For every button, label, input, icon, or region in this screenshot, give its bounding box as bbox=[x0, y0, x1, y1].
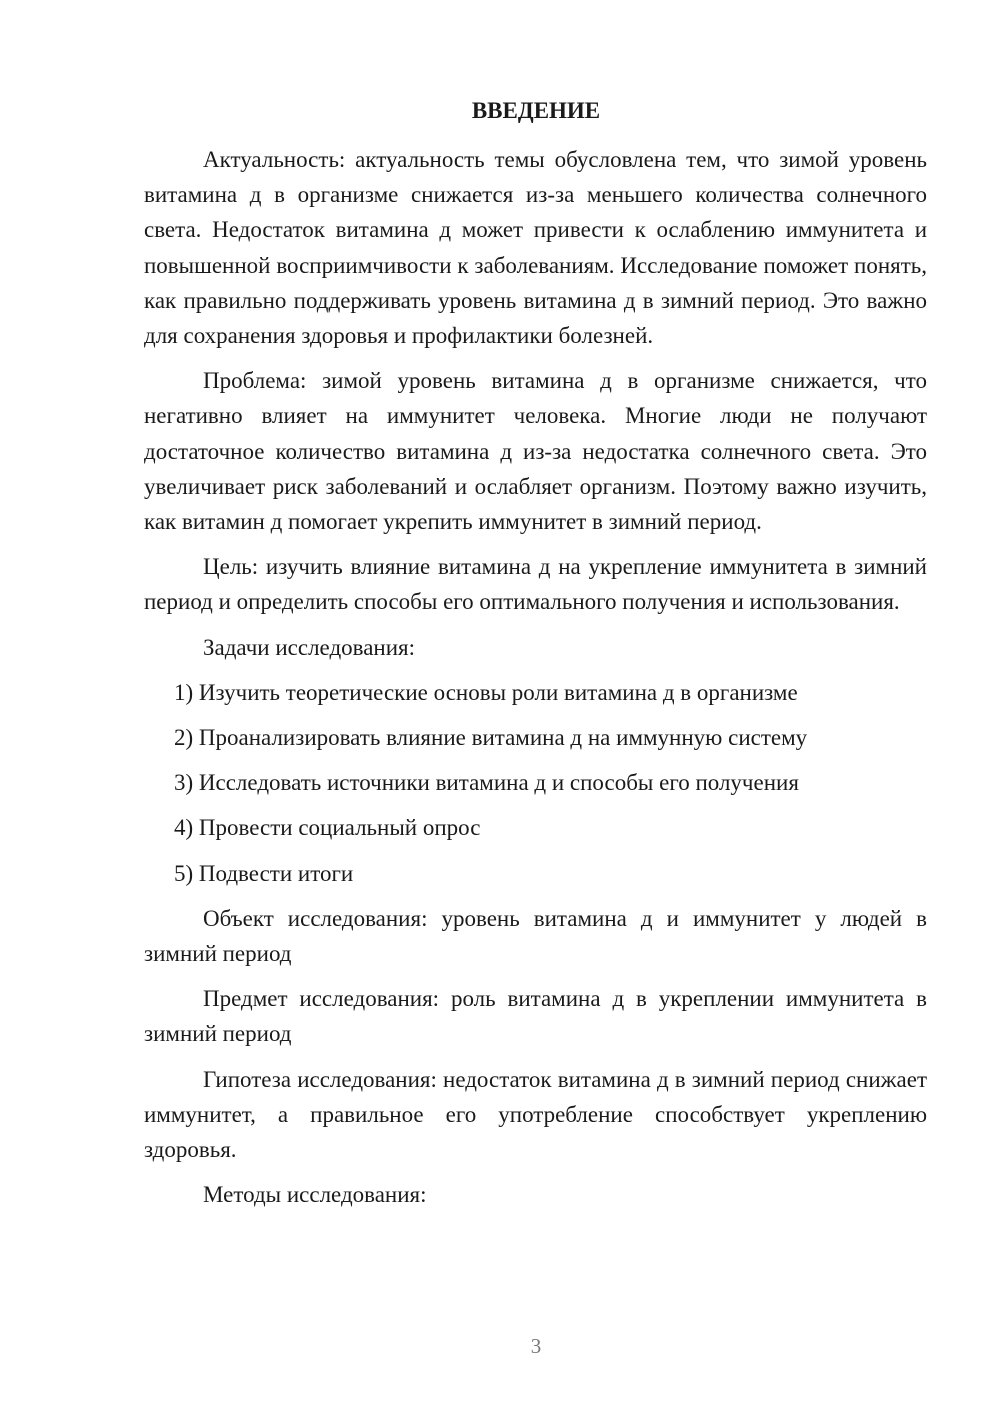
task-item: 5) Подвести итоги bbox=[174, 860, 354, 886]
paragraph-goal: Цель: изучить влияние витамина д на укрепление иммунитета в зимний период и определить способы его оптимального получения и использования. bbox=[144, 554, 927, 615]
paragraph-problem: Проблема: зимой уровень витамина д в организме снижается, что негативно влияет на иммунитет человека. Многие люди не получают достаточное количество витамина д из-за недостатка солнечного света. Это увеличивает риск заболеваний и ослабляет организм. Поэтому важно изучить, как витамин д помогает укрепить иммунитет в зимний период. bbox=[144, 368, 927, 535]
paragraph-methods-title: Методы исследования: bbox=[203, 1182, 427, 1208]
paragraph-object: Объект исследования: уровень витамина д и иммунитет у людей в зимний период bbox=[144, 905, 927, 967]
task-item: 4) Провести социальный опрос bbox=[174, 815, 481, 841]
page-number: 3 bbox=[530, 1334, 542, 1358]
paragraph-subject: Предмет исследования: роль витамина д в укреплении иммунитета в зимний период bbox=[144, 986, 927, 1047]
document-body bbox=[144, 142, 927, 1222]
task-item: 1) Изучить теоретические основы роли витамина д в организме bbox=[174, 679, 798, 705]
section-heading: ВВЕДЕНИЕ bbox=[471, 98, 601, 123]
paragraph-hypothesis: Гипотеза исследования: недостаток витамина д в зимний период снижает иммунитет, а правильное его употребление способствует укреплению здоровья. bbox=[144, 1066, 927, 1163]
paragraph-tasks-title: Задачи исследования: bbox=[203, 634, 416, 660]
task-item: 2) Проанализировать влияние витамина д на иммунную систему bbox=[174, 725, 808, 751]
paragraph-relevance: Актуальность: актуальность темы обусловлена тем, что зимой уровень витамина д в организме снижается из-за меньшего количества солнечного света. Недостаток витамина д может привести к ослаблению иммунитета и повышенной восприимчивости к заболеваниям. Исследование поможет понять, как правильно поддерживать уровень витамина д в зимний период. Это важно для сохранения здоровья и профилактики болезней. bbox=[144, 147, 927, 349]
task-item: 3) Исследовать источники витамина д и способы его получения bbox=[174, 770, 799, 796]
